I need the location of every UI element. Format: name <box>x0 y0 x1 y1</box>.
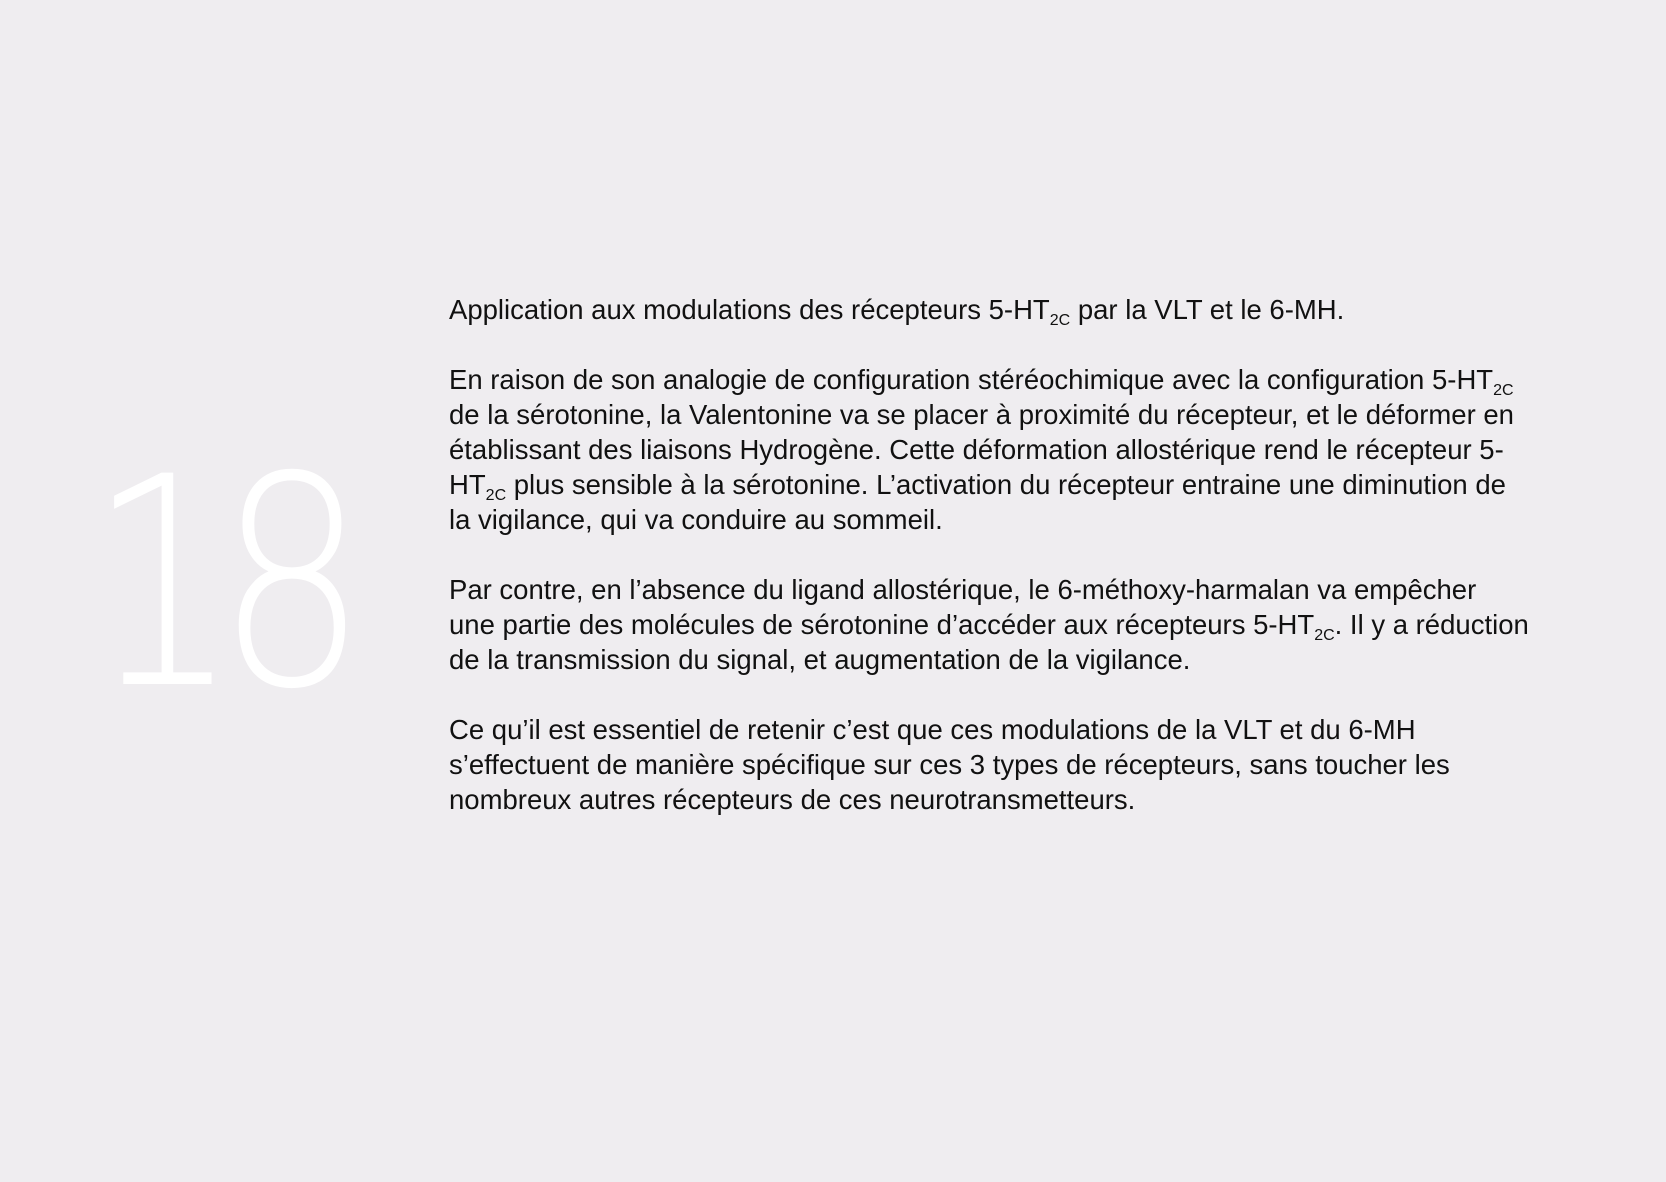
paragraph-conclusion <box>449 712 1529 817</box>
subscript: 2C <box>1314 627 1335 644</box>
paragraph-title <box>449 292 1529 327</box>
page-number: 18 <box>88 416 345 753</box>
text-run: plus sensible à la sérotonine. L’activation du récepteur entraine une diminution de la vigilance, qui va conduire au sommeil. <box>449 469 1506 535</box>
text-run: . Il y a réduction de la transmission du signal, et augmentation de la vigilance. <box>449 609 1529 675</box>
subscript: 2C <box>1493 382 1514 399</box>
subscript: 2C <box>485 487 507 504</box>
text-run: Par contre, en l’absence du ligand allostérique, le 6-méthoxy-harmalan va empêcher une partie des molécules de sérotonine d’accéder aux récepteurs 5-HT <box>449 574 1477 640</box>
paragraph-6-methoxy-harmalan <box>449 572 1529 677</box>
text-run: de la sérotonine, la Valentonine va se placer à proximité du récepteur, et le déformer en établissant des liaisons Hydrogène. Cette déformation allostérique rend le récepteur 5-HT <box>449 399 1514 500</box>
text-run: Application aux modulations des récepteurs 5-HT <box>449 294 1050 325</box>
paragraph-valentonine <box>449 362 1529 537</box>
document-body <box>449 292 1529 817</box>
text-run: En raison de son analogie de configuration stéréochimique avec la configuration 5-HT <box>449 364 1494 395</box>
text-run: Ce qu’il est essentiel de retenir c’est que ces modulations de la VLT et du 6-MH s’effectuent de manière spécifique sur ces 3 types de récepteurs, sans toucher les nombreux autres récepteurs de ces neurotransmetteurs. <box>449 714 1450 815</box>
text-run: par la VLT et le 6-MH. <box>1070 294 1345 325</box>
subscript: 2C <box>1049 312 1071 329</box>
